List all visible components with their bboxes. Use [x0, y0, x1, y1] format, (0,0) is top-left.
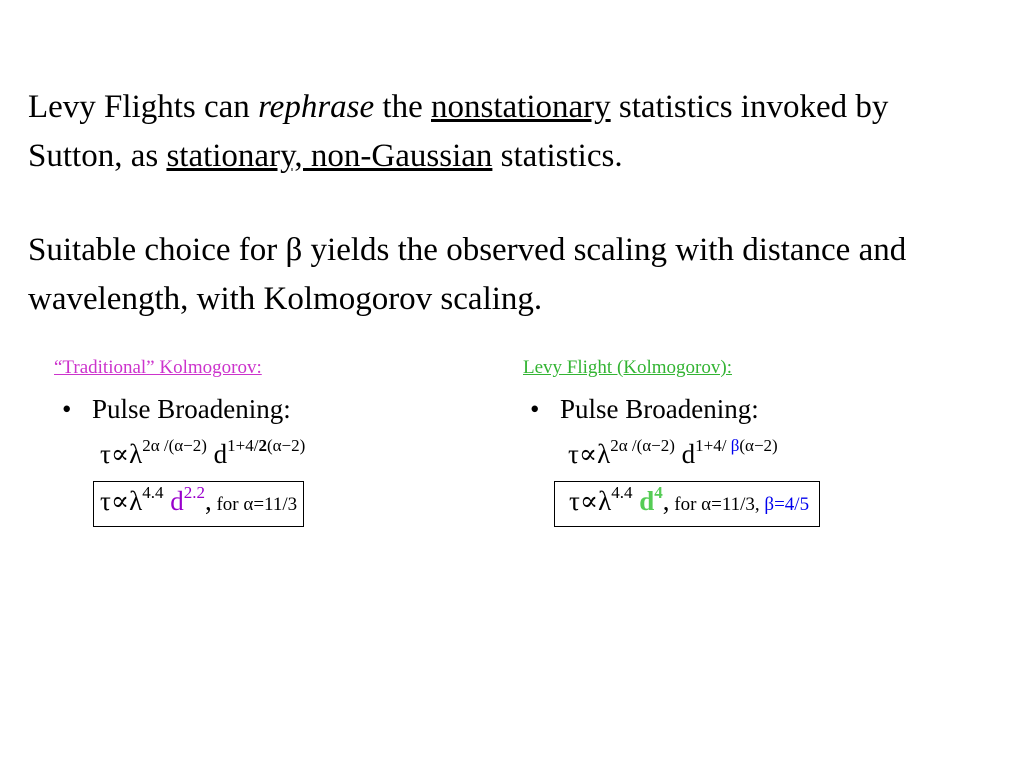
levy-flight-heading: Levy Flight (Kolmogorov): [523, 357, 732, 378]
left-bullet-dot: • [62, 394, 72, 424]
left-formula-exp2-b: 2 [258, 436, 267, 455]
left-box-exp1: 4.4 [142, 483, 164, 502]
left-box-exp2: 2.2 [183, 483, 205, 502]
left-box-d-letter: d [163, 486, 184, 516]
left-box-comma: , [204, 486, 212, 516]
traditional-kolmogorov-heading: “Traditional” Kolmogorov: [54, 357, 262, 378]
intro-paragraph [28, 83, 988, 181]
p2-text-2: yields the observed scaling with distance and wavelength, with Kolmogorov scaling. [28, 232, 907, 317]
left-formula [100, 438, 305, 470]
p2-text-1: Suitable choice for [28, 232, 286, 268]
right-box-comma: , [662, 486, 670, 516]
right-box-exp1: 4.4 [611, 483, 633, 502]
right-formula-base: τ∝λ [568, 439, 611, 469]
right-formula-exp2-beta: β [730, 436, 740, 455]
left-box-note: for α=11/3 [211, 494, 298, 515]
right-formula-d: d [674, 439, 696, 469]
left-result-box [93, 481, 304, 527]
right-formula-exp2 [695, 436, 778, 455]
left-box-base: τ∝λ [100, 486, 143, 516]
right-box-note-alpha: for α=11/3, [669, 494, 765, 515]
right-box-d-letter: d [632, 486, 655, 516]
p1-italic-rephrase: rephrase [258, 89, 375, 125]
p1-text-5: statistics invoked by Sutton, as [28, 89, 889, 174]
scaling-paragraph [28, 226, 988, 324]
p2-beta: β [285, 232, 303, 268]
p1-underlined-nonstationary: nonstationary [431, 89, 611, 125]
left-formula-exp2-a: 1+4/ [227, 436, 259, 455]
left-box-d [163, 483, 205, 516]
right-box-d [632, 483, 663, 516]
left-formula-exp2-c: (α−2) [266, 436, 306, 455]
right-bullet-item [530, 393, 759, 425]
right-formula-exp1: 2α /(α−2) [610, 436, 675, 455]
p1-text-3: the [374, 89, 431, 125]
left-formula-exp1: 2α /(α−2) [142, 436, 207, 455]
right-formula [568, 438, 778, 470]
left-formula-exp2 [227, 436, 305, 455]
right-bullet-text: Pulse Broadening: [560, 394, 759, 424]
right-formula-exp2-a: 1+4/ [695, 436, 731, 455]
right-box-note [670, 494, 810, 515]
right-result-box [554, 481, 820, 527]
left-bullet-text: Pulse Broadening: [92, 394, 291, 424]
right-box-exp2: 4 [654, 483, 663, 502]
right-box-base: τ∝λ [569, 486, 612, 516]
p1-text-1: Levy Flights can [28, 89, 259, 125]
left-bullet-item [62, 393, 291, 425]
p1-text-7: statistics. [492, 138, 623, 174]
right-box-note-beta: β=4/5 [764, 494, 810, 515]
left-formula-d: d [206, 439, 228, 469]
left-formula-base: τ∝λ [100, 439, 143, 469]
p1-underlined-stationary: stationary, non-Gaussian [166, 138, 493, 174]
right-bullet-dot: • [530, 394, 540, 424]
right-formula-exp2-c: (α−2) [739, 436, 778, 455]
